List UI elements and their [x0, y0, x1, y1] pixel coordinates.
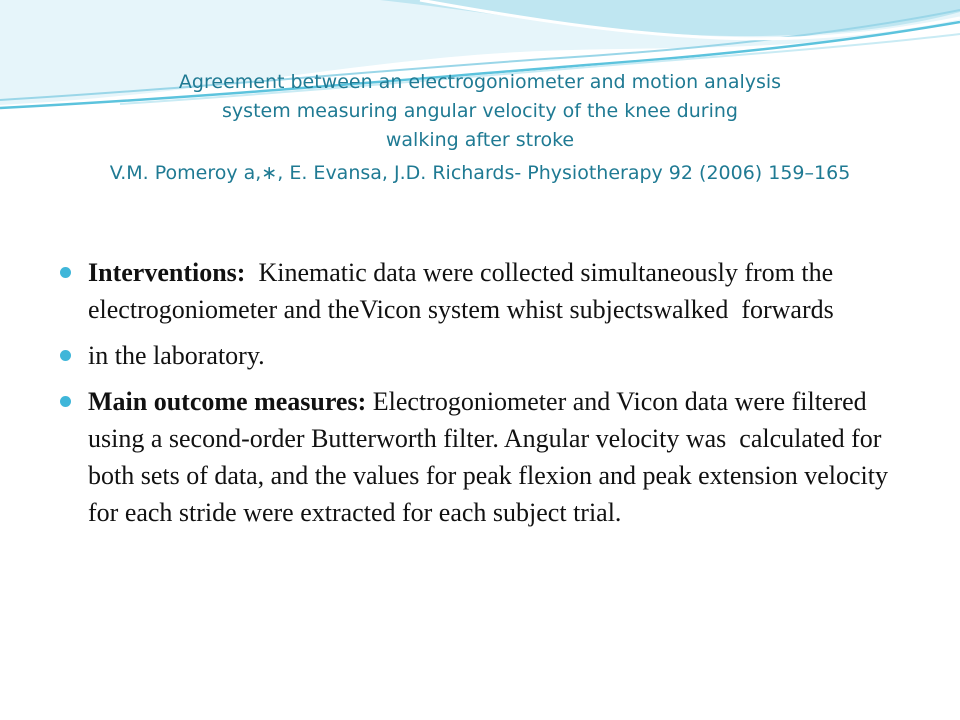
bullet-dot-icon: [60, 267, 71, 278]
citation: V.M. Pomeroy a,∗, E. Evansa, J.D. Richards- Physiotherapy 92 (2006) 159–165: [109, 162, 851, 184]
bullet-dot-icon: [60, 350, 71, 361]
bullet-item-outcome-measures: [58, 383, 898, 531]
bullet-list: [58, 254, 898, 540]
bullet-item-laboratory: [58, 337, 898, 374]
bullet-label: Main outcome measures:: [88, 387, 367, 416]
title-block: [40, 68, 920, 188]
bullet-label: Interventions:: [88, 258, 246, 287]
title-line-1: Agreement between an electrogoniometer and motion analysis: [178, 71, 782, 93]
title-line-3: walking after stroke: [385, 129, 575, 151]
bullet-text: Electrogoniometer and Vicon data were filtered using a second-order Butterworth filter. Angular velocity was calculated for both sets of data, and the values for peak flexion and peak extension velocity for each stride were extracted for each subject trial.: [88, 387, 895, 527]
title-line-2: system measuring angular velocity of the knee during: [222, 100, 738, 122]
bullet-text: Kinematic data were collected simultaneously from the electrogoniometer and theVicon system whist subjectswalked forwards: [88, 258, 840, 324]
bullet-text: in the laboratory.: [88, 341, 265, 370]
bullet-dot-icon: [60, 396, 71, 407]
bullet-item-interventions: [58, 254, 898, 328]
